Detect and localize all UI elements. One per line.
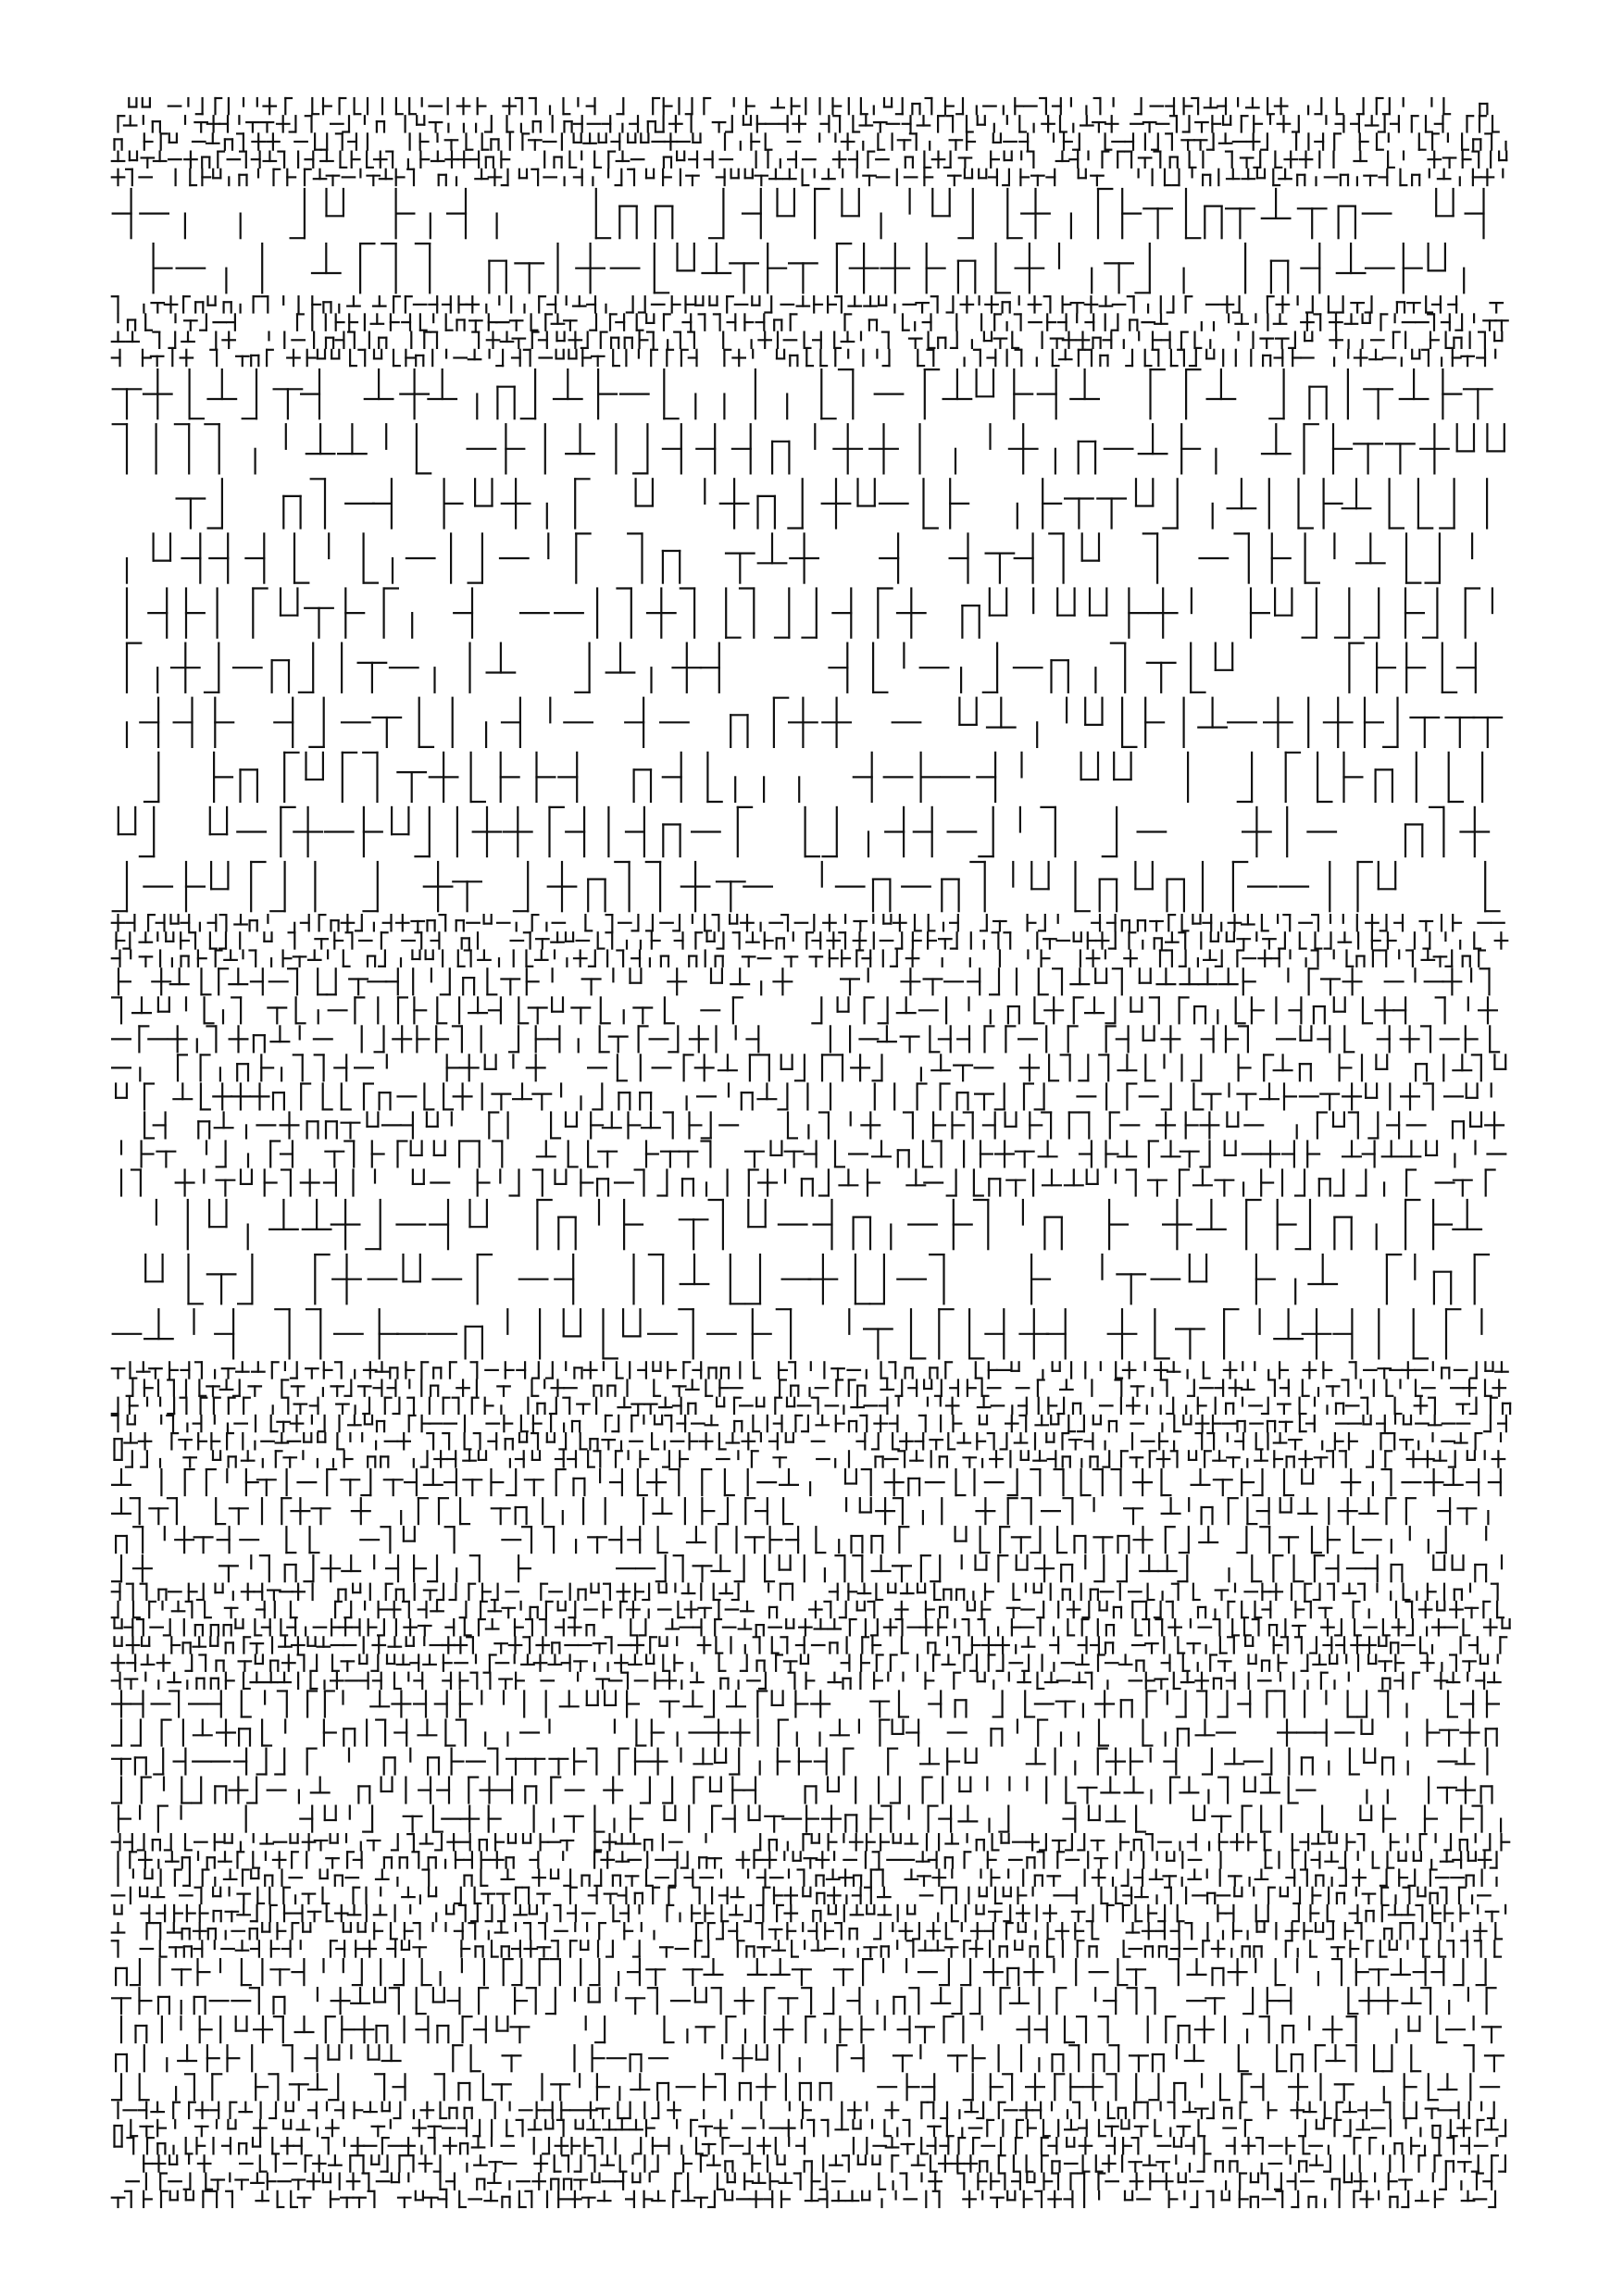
glyph-layer: [112, 98, 1510, 2207]
